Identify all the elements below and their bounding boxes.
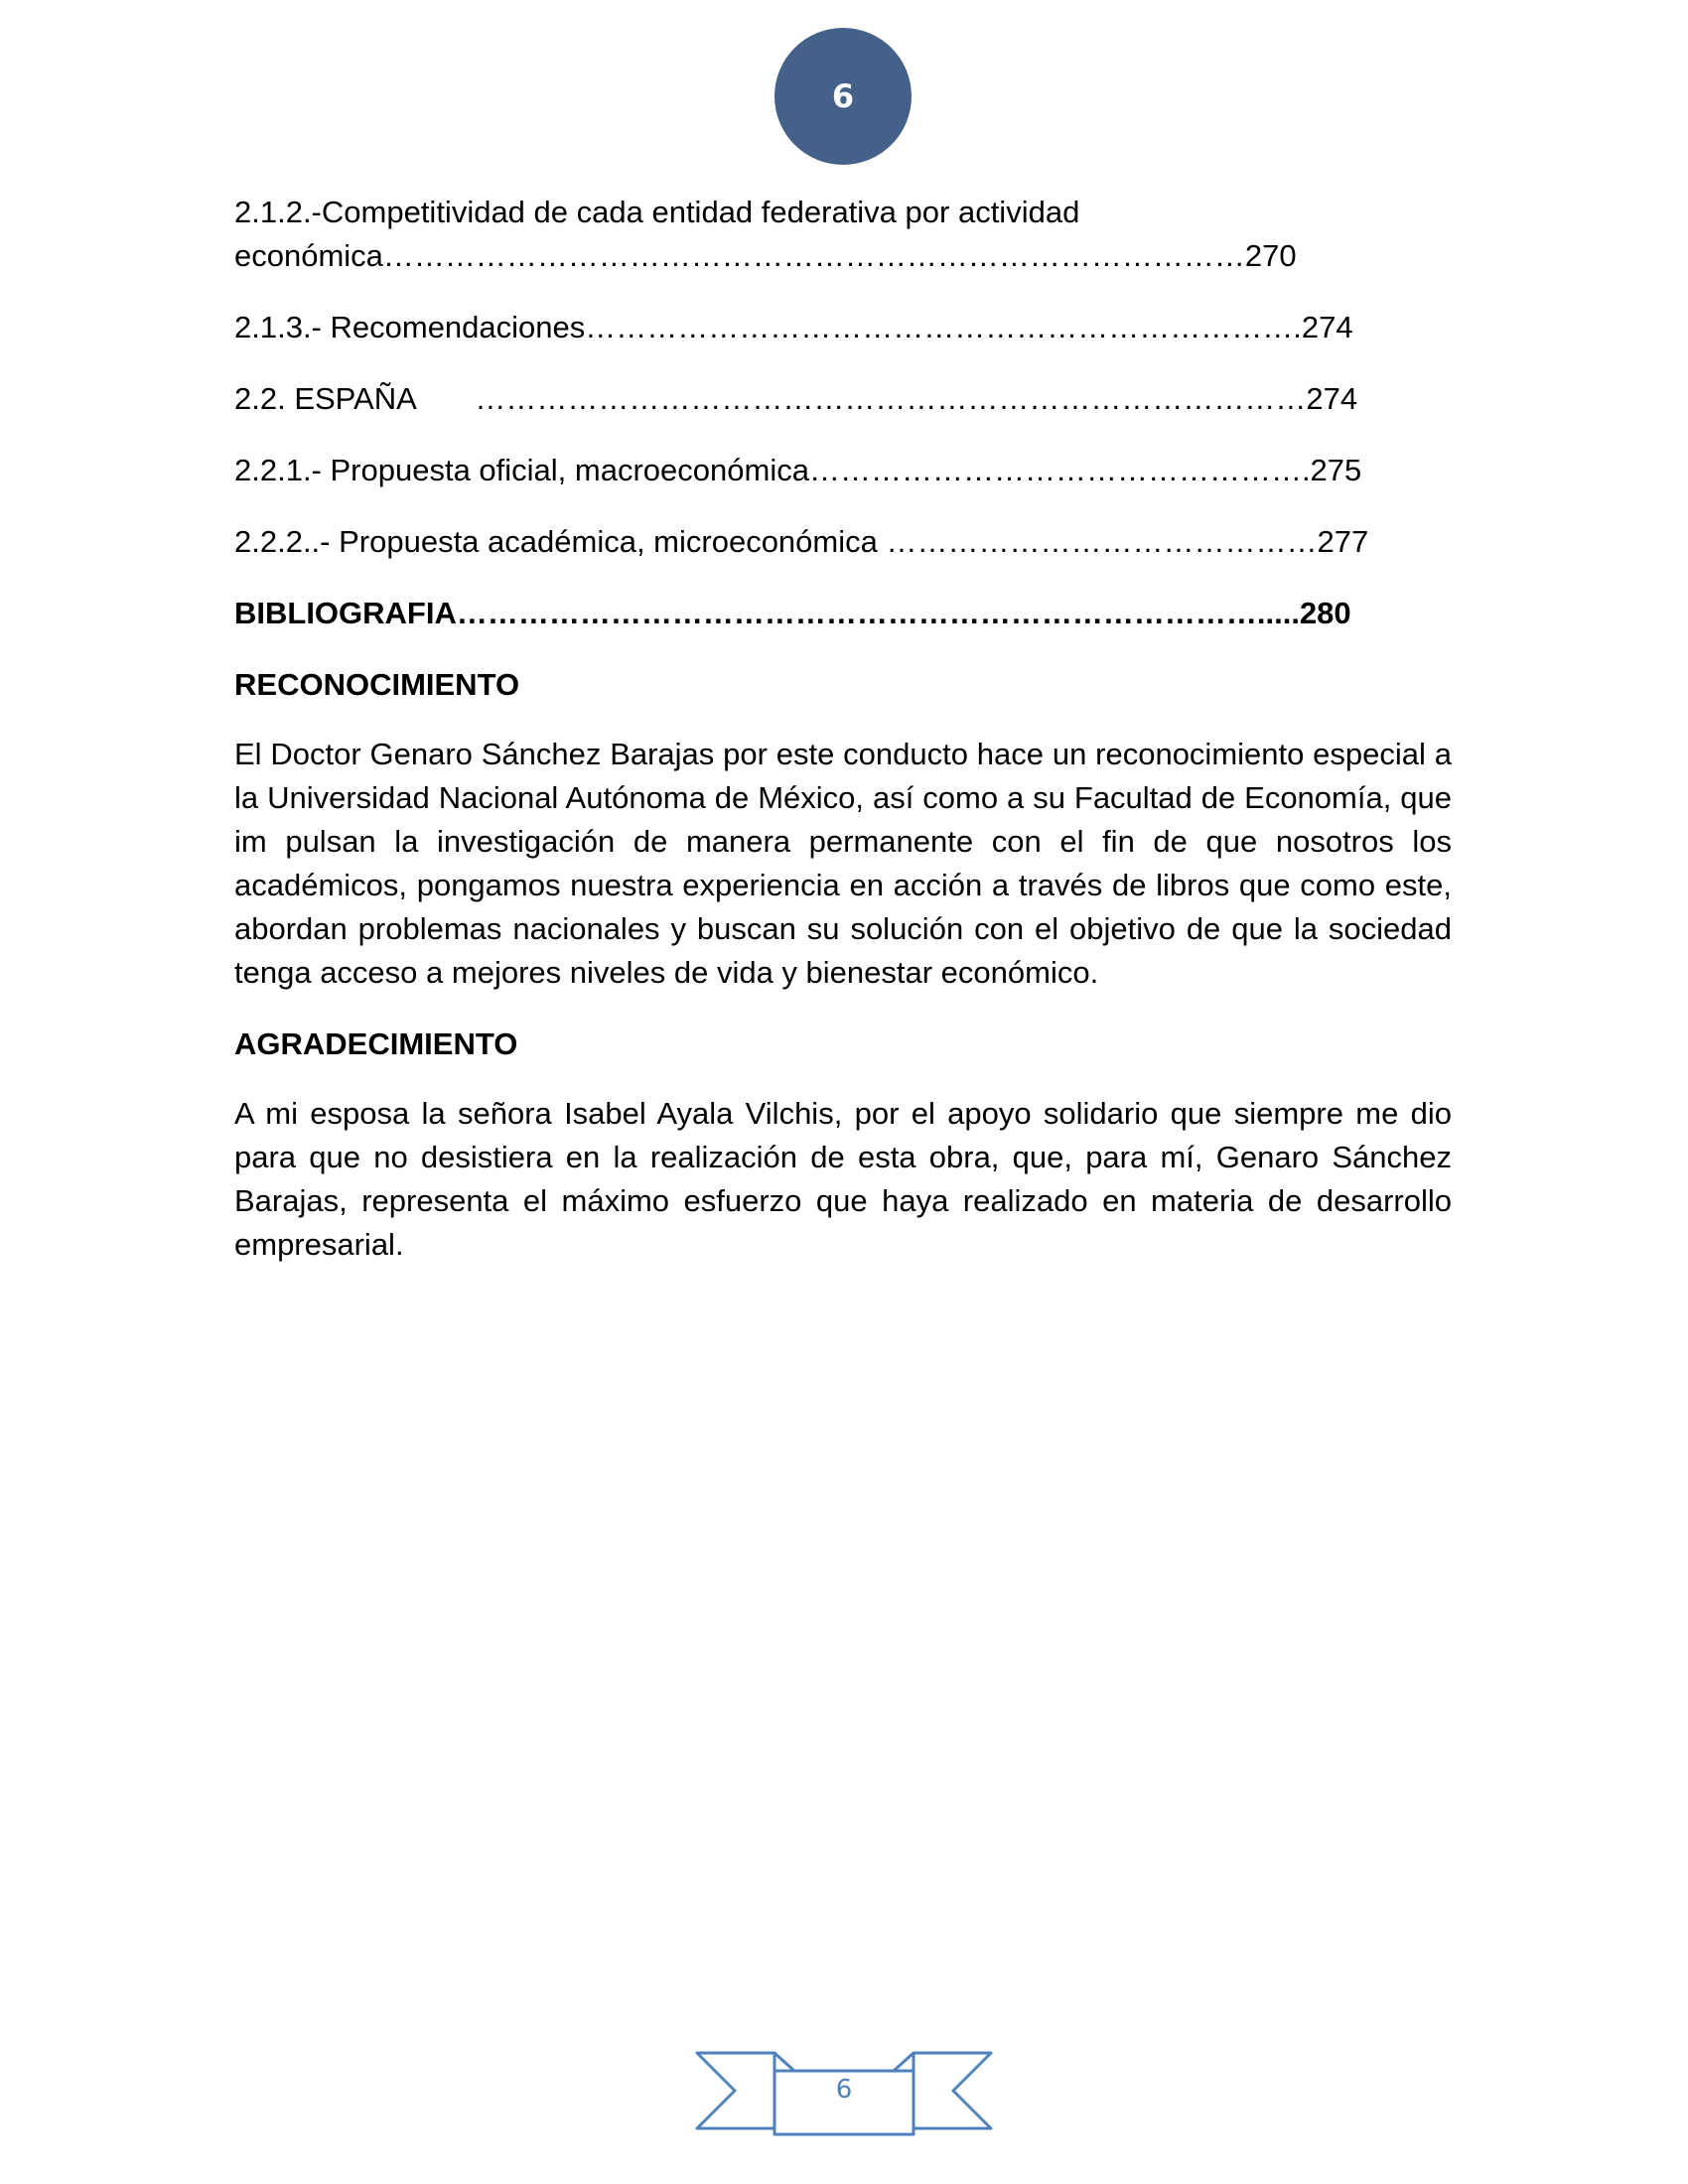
toc-entry-2-1-2-line2: económica…………………………………………………………………………270: [234, 238, 1297, 273]
toc-entry-2-2-1: 2.2.1.- Propuesta oficial, macroeconómica………………………………………….275: [234, 453, 1362, 487]
agradecimiento-paragraph: A mi esposa la señora Isabel Ayala Vilchis, por el apoyo solidario que siempre me dio para que no desistiera en la realización de esta obra, que, para mí, Genaro Sánchez Barajas, representa el máximo esfuerzo que haya realizado en materia de desarrollo empresarial.: [234, 1096, 1452, 1262]
toc-entry-2-2: 2.2. ESPAÑA ………………………………………………………………………274: [234, 381, 1358, 416]
reconocimiento-paragraph: El Doctor Genaro Sánchez Barajas por este conducto hace un reconocimiento especial a la Universidad Nacional Autónoma de México, así como a su Facultad de Economía, que im pulsan la investigación de manera permanente con el fin de que nosotros los académicos, pongamos nuestra experiencia en acción a través de libros que como este, abordan problemas nacionales y buscan su solución con el objetivo de que la sociedad tenga acceso a mejores niveles de vida y bienestar económico.: [234, 737, 1452, 990]
page-content: [234, 191, 1452, 1267]
page-number-badge: 6: [774, 28, 912, 165]
toc-entry-2-2-2: 2.2.2..- Propuesta académica, microeconómica ……………………………………277: [234, 524, 1369, 559]
toc-entry-2-1-3: 2.1.3.- Recomendaciones…………………………………………………………….274: [234, 310, 1353, 344]
table-of-contents: [234, 191, 1452, 635]
footer-page-number: 6: [835, 2075, 853, 2105]
agradecimiento-heading: AGRADECIMIENTO: [234, 1026, 518, 1061]
toc-entry-bibliografia: BIBLIOGRAFIA…………………………………………………………………….....280: [234, 596, 1351, 630]
reconocimiento-heading: RECONOCIMIENTO: [234, 667, 520, 702]
toc-entry-2-1-2-line1: 2.1.2.-Competitividad de cada entidad federativa por actividad: [234, 195, 1080, 229]
